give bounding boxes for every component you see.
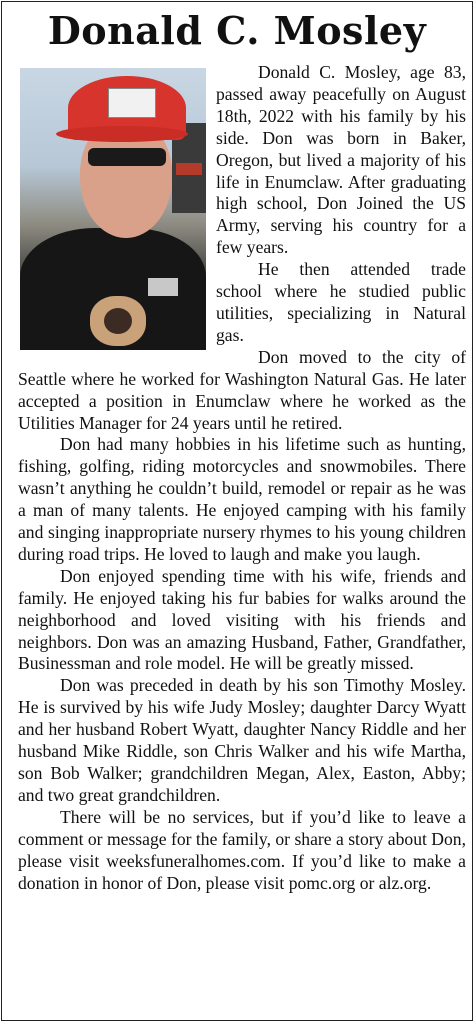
paragraph-hobbies: Don had many hobbies in his lifetime such as hunting, fishing, golfing, riding motorcycles and snowmobiles. There wasn’t anything he couldn’t build, remodel or repair as he was a man of many talents. He enjoyed camping with his family and singing inappropriate nursery rhymes to his young children during road trips. He loved to laugh and make you laugh.: [18, 434, 466, 564]
paragraph-intro: Donald C. Mosley, age 83, passed away peacefully on August 18th, 2022 with his family by his side. Don was born in Baker, Oregon, but lived a majority of his life in Enumclaw. After graduating high school, Don Joined the US Army, serving his country for a few years.: [216, 62, 466, 258]
pug-face: [104, 308, 132, 334]
shirt-logo: [148, 278, 178, 296]
background-sign-stripe: [176, 163, 202, 175]
paragraph-survivors: Don was preceded in death by his son Timothy Mosley. He is survived by his wife Judy Mosley; daughter Darcy Wyatt and her husband Robert Wyatt, daughter Nancy Riddle and her husband Mike Riddle, son Chris Walker and his wife Martha, son Bob Walker; grandchildren Megan, Alex, Easton, Abby; and two great grandchildren.: [18, 675, 466, 805]
paragraph-family-time: Don enjoyed spending time with his wife, friends and family. He enjoyed taking his fur babies for walks around the neighborhood and loved visiting with his friends and neighbors. Don was an amazing Husband, Father, Grandfather, Businessman and role model. He will be greatly missed.: [18, 565, 466, 674]
cap-patch: [108, 88, 156, 118]
cap-brim: [56, 126, 188, 142]
paragraph-trade-school: He then attended trade school where he studied public utilities, specializing in Natural gas.: [216, 259, 466, 345]
paragraph-career: Don moved to the city of Seattle where he worked for Washington Natural Gas. He later accepted a position in Enumclaw where he worked as the Utilities Manager for 24 years until he retired.: [18, 346, 466, 433]
paragraph-services: There will be no services, but if you’d like to leave a comment or message for the family, or share a story about Don, please visit weeksfuneralhomes.com. If you’d like to make a donation in honor of Don, please visit pomc.org or alz.org.: [18, 806, 466, 893]
obituary-title: Donald C. Mosley: [47, 8, 427, 53]
sunglasses: [88, 148, 166, 166]
obituary-body: [2, 62, 472, 894]
obituary-frame: [1, 1, 473, 1021]
portrait-photo: [20, 68, 206, 350]
